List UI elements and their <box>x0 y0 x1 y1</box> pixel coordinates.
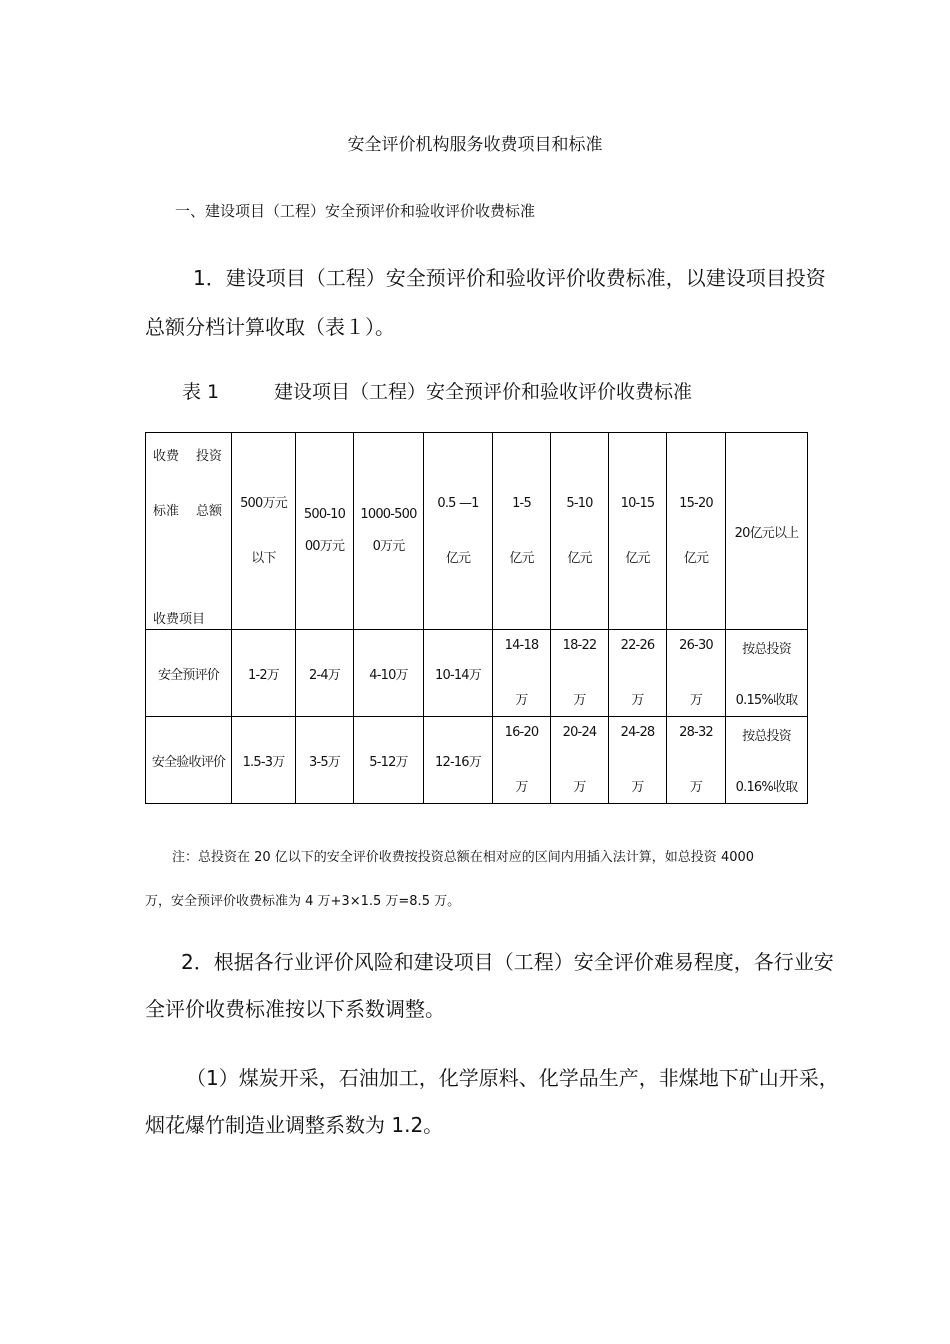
cell-line1: 24-28 <box>620 725 655 740</box>
cell-line2: 万 <box>631 693 644 708</box>
header-line1: 500-10 <box>303 507 346 522</box>
header-line2: 00万元 <box>304 539 345 554</box>
table-cell: 3-5万 <box>296 717 354 804</box>
cell-line1: 26-30 <box>679 638 713 653</box>
paragraph-3-line-2: 烟花爆竹制造业调整系数为 1.2。 <box>145 1113 444 1137</box>
cell-line2: 万 <box>515 693 528 708</box>
table-label: 表 1 <box>182 381 220 403</box>
paragraph-1-line-2: 总额分档计算收取（表１）。 <box>145 315 395 339</box>
cell-line2: 万 <box>515 780 528 795</box>
cell-line1: 按总投资 <box>742 729 791 744</box>
header-line1: 500万元 <box>240 496 287 511</box>
header-cell <box>609 433 667 630</box>
table-cell <box>493 630 551 717</box>
table-cell: 1.5-3万 <box>232 717 296 804</box>
corner-header-cell <box>146 433 232 630</box>
header-cell <box>726 433 808 630</box>
table-cell <box>667 630 726 717</box>
table-row <box>146 630 808 717</box>
cell-line2: 0.16%收取 <box>735 780 798 795</box>
cell-line2: 0.15%收取 <box>735 693 798 708</box>
table-cell <box>493 717 551 804</box>
header-line2: 亿元 <box>683 551 709 566</box>
row-label: 安全验收评价 <box>146 717 232 804</box>
table-cell: 1-2万 <box>232 630 296 717</box>
header-line1: 20亿元以上 <box>734 525 799 541</box>
note-line-1: 注：总投资在 20 亿以下的安全评价收费按投资总额在相对应的区间内用插入法计算，如总投资 4000 <box>172 850 755 865</box>
table-row <box>146 717 808 804</box>
cell-line1: 22-26 <box>620 638 655 653</box>
header-line1: 1000-500 <box>360 507 417 522</box>
document-title: 安全评价机构服务收费项目和标准 <box>347 135 603 155</box>
header-cell <box>424 433 493 630</box>
cell-line1: 按总投资 <box>742 642 791 657</box>
row-label: 安全预评价 <box>146 630 232 717</box>
paragraph-2-line-2: 全评价收费标准按以下系数调整。 <box>145 997 445 1021</box>
header-cell <box>493 433 551 630</box>
table-cell <box>609 630 667 717</box>
table-cell: 12-16万 <box>424 717 493 804</box>
header-line1: 5-10 <box>566 496 593 511</box>
corner-mid-left: 标准 <box>153 504 180 519</box>
header-cell <box>232 433 296 630</box>
header-line1: 10-15 <box>620 496 655 511</box>
table-cell <box>609 717 667 804</box>
header-line1: 1-5 <box>512 496 531 511</box>
paragraph-1-line-1: 1．建设项目（工程）安全预评价和验收评价收费标准，以建设项目投资 <box>193 266 826 290</box>
table-cell: 5-12万 <box>354 717 424 804</box>
cell-line2: 万 <box>631 780 644 795</box>
table-cell <box>551 630 609 717</box>
header-cell <box>296 433 354 630</box>
header-line2: 亿元 <box>445 551 471 566</box>
table-caption: 建设项目（工程）安全预评价和验收评价收费标准 <box>274 381 693 403</box>
header-line2: 亿元 <box>509 551 534 566</box>
cell-line1: 28-32 <box>679 725 713 740</box>
paragraph-3-line-1: （1）煤炭开采，石油加工，化学原料、化学品生产，非煤地下矿山开采， <box>186 1066 839 1090</box>
header-line1: 15-20 <box>679 496 713 511</box>
cell-line2: 万 <box>689 780 703 795</box>
corner-top-right: 投资 <box>196 449 223 464</box>
header-line2: 亿元 <box>567 551 592 566</box>
table-cell: 2-4万 <box>296 630 354 717</box>
table-header-row <box>146 433 808 630</box>
corner-mid-right: 总额 <box>196 504 223 519</box>
cell-line1: 14-18 <box>504 638 539 653</box>
header-cell <box>354 433 424 630</box>
paragraph-2-line-1: 2．根据各行业评价风险和建设项目（工程）安全评价难易程度，各行业安 <box>181 950 834 974</box>
header-line2: 0万元 <box>372 539 405 554</box>
cell-line1: 20-24 <box>562 725 597 740</box>
table-cell: 10-14万 <box>424 630 493 717</box>
table-cell <box>667 717 726 804</box>
cell-line2: 万 <box>689 693 703 708</box>
header-cell <box>551 433 609 630</box>
table-cell <box>726 717 808 804</box>
cell-line1: 16-20 <box>504 725 539 740</box>
section-heading: 一、建设项目（工程）安全预评价和验收评价收费标准 <box>175 202 536 220</box>
fee-table <box>145 432 808 804</box>
cell-line2: 万 <box>573 780 586 795</box>
header-line1: 0.5 —1 <box>437 496 479 511</box>
note-line-2: 万，安全预评价收费标准为 4 万+3×1.5 万=8.5 万。 <box>145 894 461 909</box>
header-line2: 以下 <box>251 551 276 566</box>
cell-line1: 18-22 <box>562 638 597 653</box>
table-cell <box>726 630 808 717</box>
corner-bottom: 收费项目 <box>153 612 206 627</box>
cell-line2: 万 <box>573 693 586 708</box>
table-cell <box>551 717 609 804</box>
corner-top-left: 收费 <box>153 449 180 464</box>
header-line2: 亿元 <box>625 551 650 566</box>
table-cell: 4-10万 <box>354 630 424 717</box>
header-cell <box>667 433 726 630</box>
